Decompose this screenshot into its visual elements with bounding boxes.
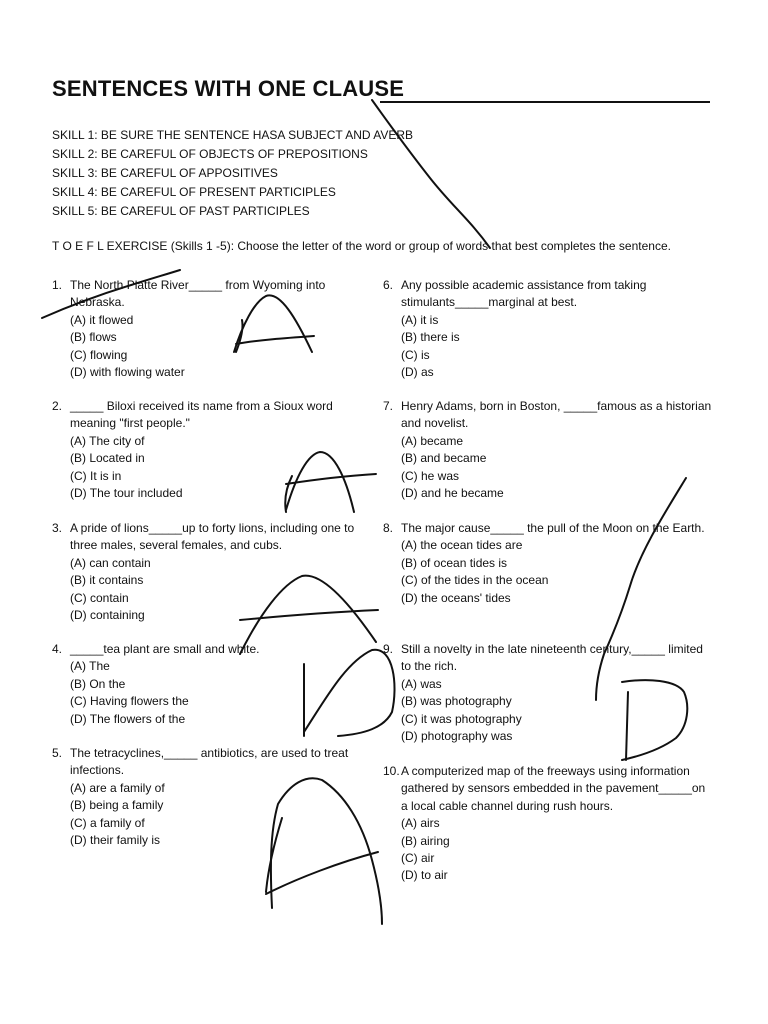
answer-option: (B) was photography — [401, 694, 512, 709]
question-stem: The major cause_____ the pull of the Moon on the Earth. — [401, 521, 705, 535]
answer-option: (D) with flowing water — [70, 365, 185, 380]
answer-option: (B) it contains — [70, 573, 144, 588]
answer-option: (A) the ocean tides are — [401, 538, 523, 553]
question-6 — [383, 277, 713, 381]
answer-option: (C) of the tides in the ocean — [401, 573, 549, 588]
answer-option: (D) to air — [401, 868, 448, 883]
answer-option: (A) was — [401, 676, 442, 691]
question-number: 4. — [52, 642, 63, 656]
question-stem: Any possible academic assistance from taking stimulants_____marginal at best. — [401, 278, 647, 310]
answer-option: (C) It is in — [70, 468, 122, 483]
question-stem: A computerized map of the freeways using information gathered by sensors embedded in the pavement_____on a local cable channel during rush hours. — [401, 764, 706, 813]
answer-option: (A) it flowed — [70, 312, 134, 327]
exercise-instructions: T O E F L EXERCISE (Skills 1 -5): Choose the letter of the word or group of words that best completes the sentence. — [52, 239, 671, 253]
question-stem: The tetracyclines,_____ antibiotics, are used to treat infections. — [70, 746, 349, 778]
question-number: 2. — [52, 399, 63, 413]
answer-option: (B) On the — [70, 676, 126, 691]
answer-option: (C) he was — [401, 468, 460, 483]
answer-option: (C) a family of — [70, 815, 145, 830]
question-stem: _____ Biloxi received its name from a Sioux word meaning "first people." — [70, 399, 333, 431]
question-10 — [383, 763, 713, 885]
question-number: 5. — [52, 746, 63, 760]
answer-option: (C) contain — [70, 590, 129, 605]
answer-option: (A) can contain — [70, 555, 151, 570]
question-number: 7. — [383, 399, 394, 413]
answer-option: (B) there is — [401, 330, 460, 345]
skill-line: SKILL 4: BE CAREFUL OF PRESENT PARTICIPLES — [52, 185, 336, 199]
skill-line: SKILL 3: BE CAREFUL OF APPOSITIVES — [52, 166, 278, 180]
question-4 — [52, 641, 372, 728]
question-stem: A pride of lions_____up to forty lions, including one to three males, several females, and cubs. — [70, 521, 355, 553]
answer-option: (B) of ocean tides is — [401, 555, 508, 570]
question-number: 10. — [383, 764, 400, 778]
skills-list — [52, 126, 413, 221]
question-5 — [52, 745, 372, 849]
answer-option: (A) became — [401, 433, 464, 448]
page-title: SENTENCES WITH ONE CLAUSE — [52, 76, 405, 101]
answer-option: (D) The tour included — [70, 486, 183, 501]
question-number: 9. — [383, 642, 394, 656]
answer-option: (A) airs — [401, 816, 440, 831]
skill-line: SKILL 5: BE CAREFUL OF PAST PARTICIPLES — [52, 204, 310, 218]
question-number: 8. — [383, 521, 394, 535]
skill-line: SKILL 1: BE SURE THE SENTENCE HASA SUBJECT AND AVERB — [52, 128, 414, 142]
question-number: 3. — [52, 521, 63, 535]
question-1 — [52, 277, 372, 381]
answer-option: (C) it was photography — [401, 711, 522, 726]
question-2 — [52, 398, 372, 502]
answer-option: (D) as — [401, 365, 434, 380]
answer-option: (A) The city of — [70, 433, 145, 448]
answer-option: (C) is — [401, 347, 430, 362]
question-7 — [383, 398, 713, 502]
question-3 — [52, 520, 372, 624]
answer-option: (D) their family is — [70, 833, 161, 848]
question-stem: Henry Adams, born in Boston, _____famous as a historian and novelist. — [401, 399, 712, 431]
answer-option: (D) The flowers of the — [70, 711, 186, 726]
answer-option: (D) containing — [70, 608, 145, 623]
question-stem: The North Platte River_____ from Wyoming into Nebraska. — [70, 278, 326, 310]
answer-option: (C) flowing — [70, 347, 128, 362]
skill-line: SKILL 2: BE CAREFUL OF OBJECTS OF PREPOSITIONS — [52, 147, 368, 161]
answer-option: (A) it is — [401, 312, 439, 327]
question-number: 6. — [383, 278, 394, 292]
question-8 — [383, 520, 713, 607]
answer-option: (D) photography was — [401, 729, 513, 744]
question-stem: _____tea plant are small and white. — [70, 642, 260, 656]
question-9 — [383, 641, 713, 745]
answer-option: (C) air — [401, 851, 435, 866]
answer-option: (D) and he became — [401, 486, 504, 501]
answer-option: (B) airing — [401, 833, 450, 848]
answer-option: (B) Located in — [70, 451, 145, 466]
answer-option: (B) flows — [70, 330, 117, 345]
answer-option: (B) and became — [401, 451, 487, 466]
answer-option: (A) are a family of — [70, 780, 165, 795]
title-underline — [380, 101, 710, 103]
answer-option: (B) being a family — [70, 798, 164, 813]
question-stem: Still a novelty in the late nineteenth century,_____ limited to the rich. — [401, 642, 703, 674]
answer-option: (C) Having flowers the — [70, 694, 189, 709]
question-number: 1. — [52, 278, 63, 292]
answer-option: (A) The — [70, 659, 110, 674]
answer-option: (D) the oceans' tides — [401, 590, 511, 605]
